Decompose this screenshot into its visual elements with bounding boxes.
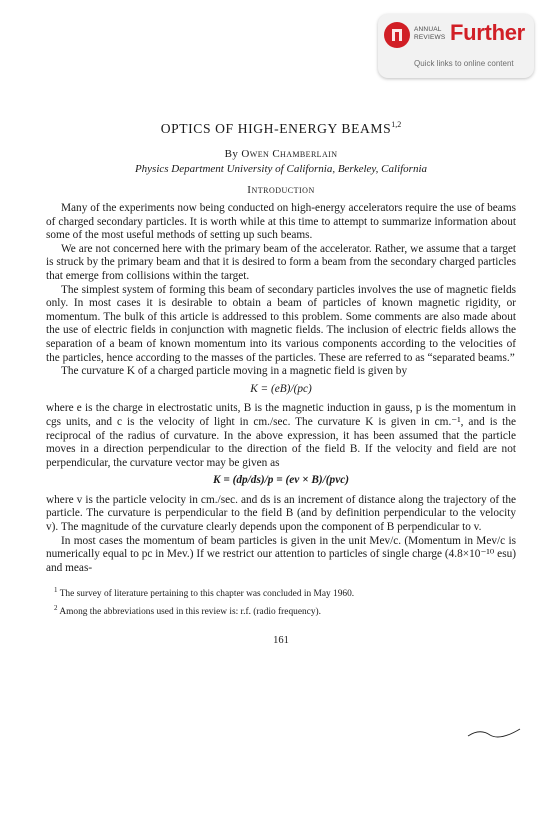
equation-curvature-vector xyxy=(46,474,516,488)
badge-subtitle[interactable]: Quick links to online content xyxy=(414,59,514,68)
badge-brand[interactable]: Further xyxy=(450,20,525,45)
article-title xyxy=(46,120,516,137)
annual-reviews-logo-icon xyxy=(384,22,410,48)
article-body xyxy=(46,202,516,575)
paragraph: We are not concerned here with the primary beam of the accelerator. Rather, we assume that a target is struck by the primary beam and that it is desired to form a beam from the secondary charged particles that emerge from collisions within the target. xyxy=(46,242,516,282)
footnote-mark: 1 xyxy=(54,586,58,595)
footnote-text: Among the abbreviations used in this review is: r.f. (radio frequency). xyxy=(59,606,321,617)
footnote-1 xyxy=(54,584,516,601)
paragraph: where e is the charge in electrostatic units, B is the magnetic induction in gauss, p is the momentum in cgs units, and c is the velocity of light in cm./sec. The curvature K is given in cm.⁻¹, and is the reciprocal of the radius of curvature. In the above expression, it has been assumed that the particle moves in a direction perpendicular to the direction of the field B. If the velocity and field are not perpendicular, the curvature vector may be given as xyxy=(46,402,516,469)
equation-text: K = (dp/ds)/p = (ev × B)/(pvc) xyxy=(212,474,349,487)
paragraph: where v is the particle velocity in cm./sec. and ds is an increment of distance along the trajectory of the particle. The curvature is perpendicular to the field B (and by definition perpendicular to the velocity v). The magnitude of the curvature clearly depends upon the component of B perpendicular to v. xyxy=(46,493,516,534)
title-footnote-marks[interactable]: 1,2 xyxy=(391,120,402,129)
footnote-text: The survey of literature pertaining to this chapter was concluded in May 1960. xyxy=(59,589,355,600)
footnote-mark: 2 xyxy=(54,603,58,612)
byline xyxy=(46,148,516,160)
badge-line-annual: ANNUAL xyxy=(414,26,442,33)
badge-line-reviews: REVIEWS xyxy=(414,33,446,41)
paragraph: Many of the experiments now being conducted on high-energy accelerators require the use of beams of charged secondary particles. It is worth while at this time to attempt to summarize information about some of the most useful methods of setting up such beams. xyxy=(46,202,516,242)
author-name: Owen Chamberlain xyxy=(241,148,338,160)
footnote-2 xyxy=(54,602,516,619)
equation-text: K = (eB)/(pc) xyxy=(250,382,312,395)
annual-reviews-wordmark xyxy=(414,26,445,41)
article-page xyxy=(46,120,516,646)
paragraph: The curvature K of a charged particle moving in a magnetic field is given by xyxy=(61,365,408,378)
paragraph: The simplest system of forming this beam of secondary particles involves the use of magnetic fields only. In most cases it is desirable to obtain a beam of particles of known magnetic rigidity, or momentum. The bulk of this article is addressed to this problem. Some comments are also made about the use of electric fields in conjunction with magnetic fields. The inclusion of electric fields allows the separation of a beam of known momentum into its various components according to the velocities of the particles, hence according to the masses of the particles. These are referred to as “separated beams.” xyxy=(46,283,516,364)
title-text: OPTICS OF HIGH-ENERGY BEAMS xyxy=(160,121,392,136)
further-badge[interactable] xyxy=(378,14,534,78)
equation-curvature xyxy=(46,383,516,397)
footnotes xyxy=(46,584,516,618)
byline-by: By xyxy=(224,148,239,160)
page-number: 161 xyxy=(273,634,289,646)
section-heading: Introduction xyxy=(247,184,315,196)
hyphen-curl-mark xyxy=(466,726,522,742)
affiliation: Physics Department University of California, Berkeley, California xyxy=(134,163,428,175)
paragraph: In most cases the momentum of beam particles is given in the unit Mev/c. (Momentum in Mev/c is numerically equal to pc in Mev.) If we restrict our attention to particles of single charge (4.8×10⁻¹⁰ esu) and meas- xyxy=(46,534,516,574)
